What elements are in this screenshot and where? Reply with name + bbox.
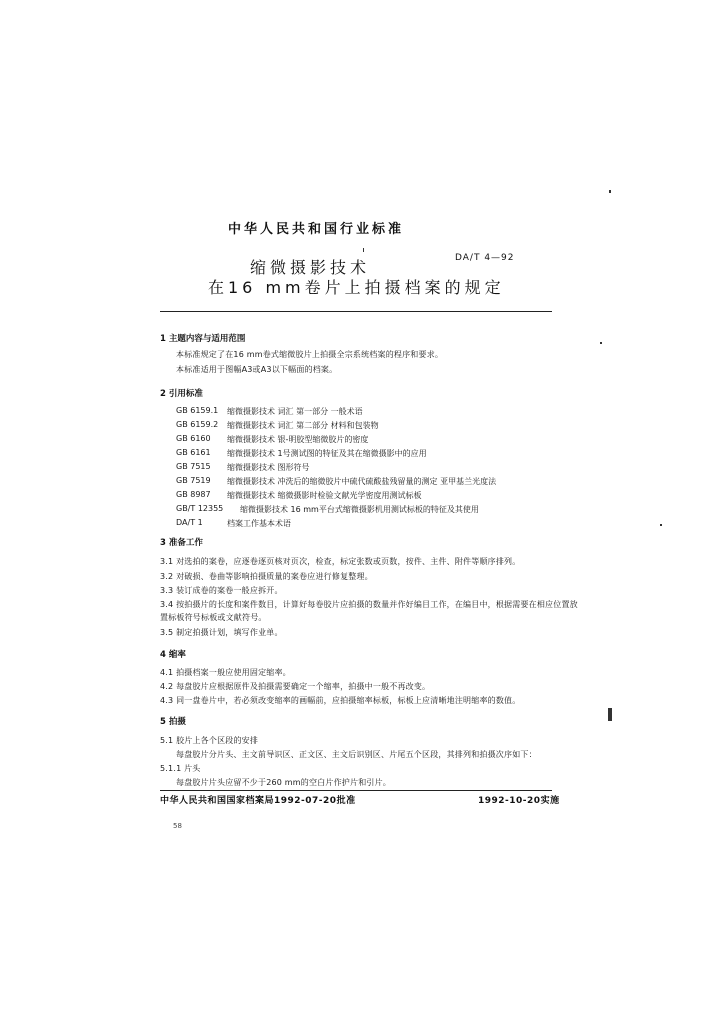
document-code: DA/T 4—92 [455,253,515,263]
section-2-heading: 2 引用标准 [160,389,203,399]
page-number: 58 [173,822,182,830]
reference-title: 缩微摄影技术 1号测试图的特征及其在缩微摄影中的应用 [227,449,427,458]
section-3-line-6: 3.5 制定拍摄计划，填写作业单。 [160,628,283,637]
section-1-heading: 1 主题内容与适用范围 [160,334,246,344]
scan-mark [608,708,612,721]
header-divider [160,311,552,312]
scan-mark [609,190,611,193]
section-3-line-4: 3.4 按拍摄片的长度和案件数目，计算好每卷胶片应拍摄的数量并作好编目工作，在编目中，根据需要在相应位置放 [160,600,578,609]
reference-title: 缩微摄影技术 图形符号 [227,463,310,472]
reference-code: GB 6159.2 [176,420,219,429]
section-4-heading: 4 缩率 [160,650,186,660]
section-1-line-2: 本标准适用于图幅A3或A3以下幅面的档案。 [176,365,338,374]
reference-code: GB 7515 [176,462,211,471]
reference-code: GB 8987 [176,490,211,499]
section-3-line-5: 置标板符号标板或文献符号。 [160,613,267,622]
reference-code: GB 7519 [176,476,211,485]
section-3-heading: 3 准备工作 [160,538,203,548]
section-3-line-2: 3.2 对破损、卷曲等影响拍摄质量的案卷应进行修复整理。 [160,572,373,581]
reference-title: 缩微摄影技术 16 mm平台式缩微摄影机用测试标板的特征及其使用 [240,505,479,514]
section-5-heading: 5 拍摄 [160,717,186,727]
document-title-line1: 缩微摄影技术 [250,258,371,277]
section-4-line-3: 4.3 同一盘卷片中，若必须改变缩率的画幅前，应拍摄缩率标板，标板上应清晰地注明缩率的数值。 [160,696,521,705]
footer-divider [160,790,552,791]
section-5-line-1: 5.1 胶片上各个区段的安排 [160,736,259,745]
approval-date: 中华人民共和国国家档案局1992-07-20批准 [160,796,356,806]
reference-title: 缩微摄影技术 词汇 第二部分 材料和包装物 [227,421,379,430]
reference-title: 缩微摄影技术 银-明胶型缩微胶片的密度 [227,435,369,444]
document-title-line2: 在16 mm卷片上拍摄档案的规定 [208,278,505,297]
section-1-line-1: 本标准规定了在16 mm卷式缩微胶片上拍摄全宗系统档案的程序和要求。 [176,350,444,359]
section-5-line-2: 每盘胶片分片头、主文前导识区、正文区、主文后识别区、片尾五个区段，其排列和拍摄次序如下： [176,750,537,759]
reference-title: 缩微摄影技术 缩微摄影时检验文献光学密度用测试标板 [227,491,422,500]
section-5-line-3: 5.1.1 片头 [160,764,201,773]
reference-code: GB 6160 [176,434,211,443]
reference-code: GB 6161 [176,448,211,457]
reference-title: 缩微摄影技术 冲洗后的缩微胶片中硫代硫酸盐残留量的测定 亚甲基兰光度法 [227,477,497,486]
section-4-line-1: 4.1 拍摄档案一般应使用固定缩率。 [160,668,291,677]
section-5-line-4: 每盘胶片片头应留不少于260 mm的空白片作护片和引片。 [176,778,391,787]
reference-title: 缩微摄影技术 词汇 第一部分 一般术语 [227,407,363,416]
section-3-line-1: 3.1 对选拍的案卷，应逐卷逐页核对页次，检查，标定张数或页数，按件、主件、附件等顺序排列。 [160,557,521,566]
reference-code: DA/T 1 [176,518,203,527]
scan-mark [660,524,662,526]
implementation-date: 1992-10-20实施 [478,796,560,806]
reference-title: 档案工作基本术语 [227,519,291,528]
reference-code: GB 6159.1 [176,406,219,415]
scan-mark [363,248,364,252]
section-3-line-3: 3.3 装订成卷的案卷一般应拆开。 [160,586,283,595]
section-4-line-2: 4.2 每盘胶片应根据原件及拍摄需要确定一个缩率，拍摄中一般不再改变。 [160,682,431,691]
reference-code: GB/T 12355 [176,504,224,513]
scan-mark [600,342,602,344]
standard-type-heading: 中华人民共和国行业标准 [228,222,405,237]
